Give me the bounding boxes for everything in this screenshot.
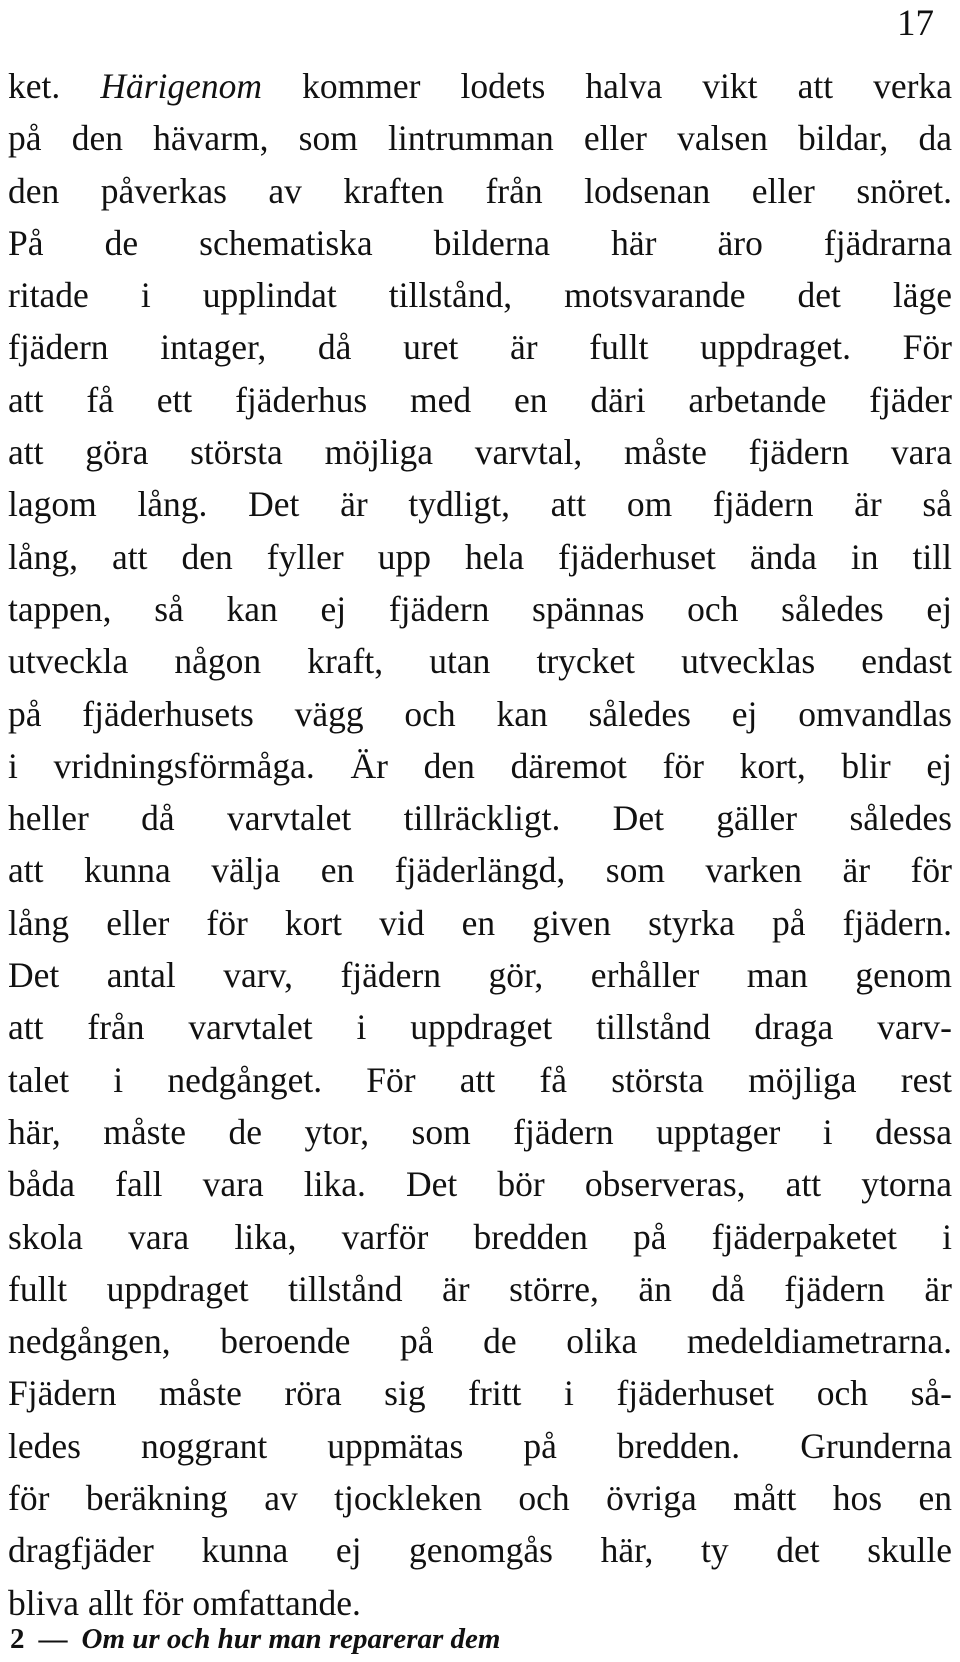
text-line: båda fall vara lika. Det bör observeras, att ytorna <box>8 1164 952 1205</box>
text-line: att kunna välja en fjäderlängd, som varken är för <box>8 850 952 891</box>
signature-mark: 2 <box>10 1623 25 1655</box>
page-footer <box>10 1622 500 1656</box>
text-line: lång, att den fyller upp hela fjäderhuset ända in till <box>8 536 952 577</box>
text-line: den påverkas av kraften från lodsenan eller snöret. <box>8 170 952 211</box>
text-line: för beräkning av tjockleken och övriga mått hos en <box>8 1478 952 1519</box>
running-title: Om ur och hur man reparerar dem <box>81 1623 501 1655</box>
text-line: heller då varvtalet tillräckligt. Det gäller således <box>8 798 952 839</box>
text-line: att få ett fjäderhus med en däri arbetande fjäder <box>8 379 952 420</box>
text-line: På de schematiska bilderna här äro fjädrarna <box>8 222 952 263</box>
text-line: på fjäderhusets vägg och kan således ej omvandlas <box>8 693 952 734</box>
text-line: skola vara lika, varför bredden på fjäderpaketet i <box>8 1216 952 1257</box>
body-text <box>8 60 952 1629</box>
text-line: ritade i upplindat tillstånd, motsvarande det läge <box>8 275 952 316</box>
text-line: lagom lång. Det är tydligt, att om fjädern är så <box>8 484 952 525</box>
text-line: utveckla någon kraft, utan trycket utvecklas endast <box>8 641 952 682</box>
text-line: talet i nedgånget. För att få största möjliga rest <box>8 1059 952 1100</box>
text-line: fullt uppdraget tillstånd är större, än då fjädern är <box>8 1268 952 1309</box>
text-line: tappen, så kan ej fjädern spännas och således ej <box>8 588 952 629</box>
text-line: ledes noggrant uppmätas på bredden. Grunderna <box>8 1425 952 1466</box>
page-number: 17 <box>897 3 934 44</box>
text-line-last: bliva allt för omfattande. <box>8 1582 361 1623</box>
text-line: Fjädern måste röra sig fritt i fjäderhuset och så- <box>8 1373 952 1414</box>
text-line: här, måste de ytor, som fjädern upptager i dessa <box>8 1111 952 1152</box>
emphasized-word: Härigenom <box>100 66 263 106</box>
footer-dash: — <box>38 1623 68 1655</box>
text-line: att från varvtalet i uppdraget tillstånd draga varv- <box>8 1007 952 1048</box>
text-line: lång eller för kort vid en given styrka på fjädern. <box>8 902 952 943</box>
text-line: ket. Härigenom kommer lodets halva vikt att verka <box>8 66 952 106</box>
text-line: dragfjäder kunna ej genomgås här, ty det skulle <box>8 1530 952 1571</box>
text-line: i vridningsförmåga. Är den däremot för kort, blir ej <box>8 745 952 786</box>
text-line: nedgången, beroende på de olika medeldiametrarna. <box>8 1321 952 1362</box>
text-line: på den hävarm, som lintrumman eller valsen bildar, da <box>8 118 952 159</box>
text-line: Det antal varv, fjädern gör, erhåller man genom <box>8 955 952 996</box>
text-line: fjädern intager, då uret är fullt uppdraget. För <box>8 327 952 368</box>
text-line: att göra största möjliga varvtal, måste fjädern vara <box>8 432 952 473</box>
